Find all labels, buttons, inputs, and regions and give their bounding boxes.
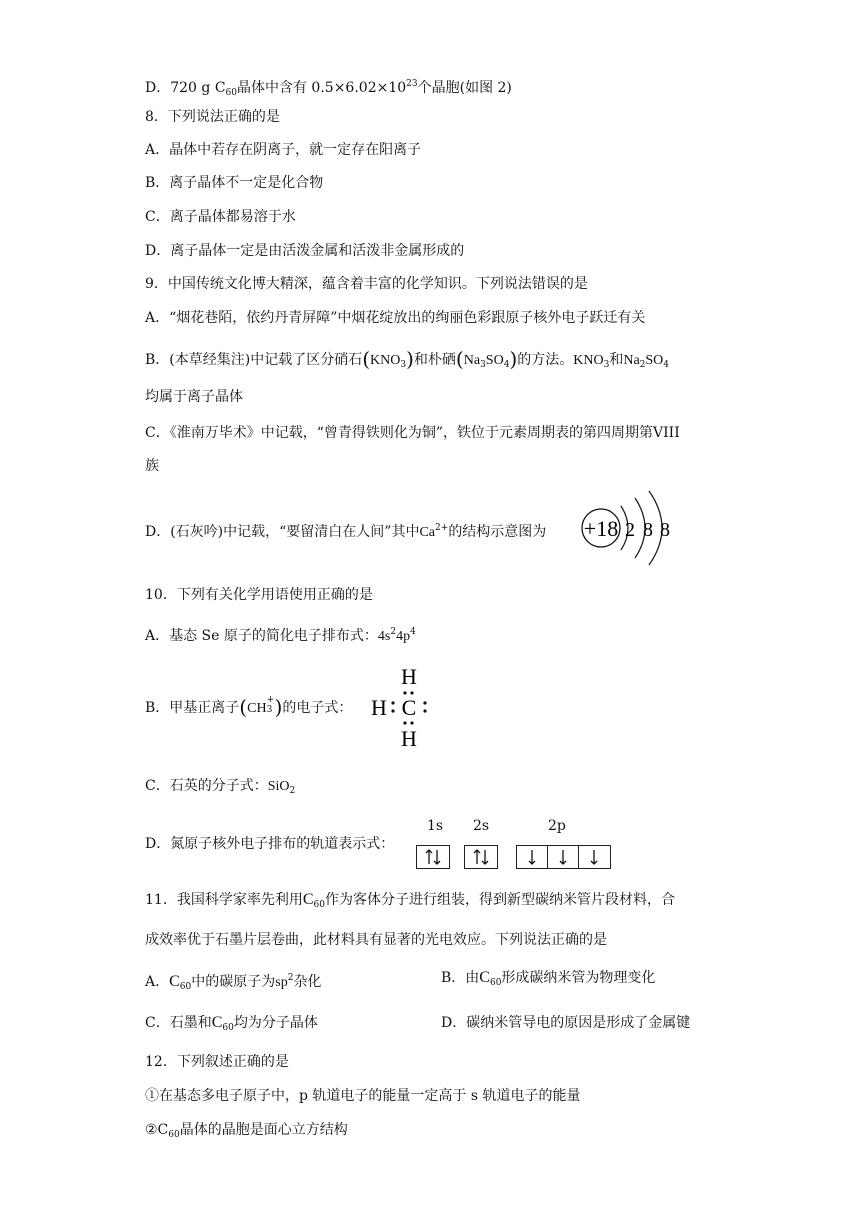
q11-stem (145, 890, 675, 915)
text: D．(石灰吟)中记载，“要留清白在人间”其中 (145, 524, 420, 540)
text: 作为客体分子进行组装，得到新型碳纳米管片段材料，合 (324, 892, 675, 908)
q9-option-d (145, 518, 546, 543)
q9-option-b (145, 349, 669, 375)
q11-option-a (145, 968, 321, 997)
subscript: 3 (480, 360, 486, 370)
subscript: 3 (266, 705, 273, 715)
superscript: 2 (390, 627, 397, 637)
text: B．(本草经集注)中记载了区分硝石 (145, 352, 363, 368)
text: 720 g C (170, 80, 226, 96)
formula: KNO (573, 353, 604, 368)
down-arrow-icon (517, 846, 547, 868)
q11-option-b (441, 968, 655, 993)
option-label: D． (145, 80, 171, 96)
paren: ( (362, 347, 371, 371)
q12-item-2 (145, 1120, 348, 1145)
text: C．石墨和 (145, 1015, 212, 1031)
formula: KNO (370, 353, 401, 368)
text: ②C (145, 1122, 169, 1138)
q7-option-d (145, 74, 512, 103)
subscript: 60 (225, 88, 237, 98)
formula: C (302, 891, 314, 908)
q11-option-c (145, 1013, 318, 1038)
shell-electrons-3: 8 (660, 519, 670, 541)
q10-option-b (145, 697, 352, 719)
q9-option-c-line2: 族 (145, 458, 159, 474)
text: 晶体中含有 0.5×6.02×10 (236, 80, 407, 96)
text: 晶体的晶胞是面心立方结构 (179, 1122, 348, 1138)
q10-option-c (145, 776, 295, 801)
formula: SO (645, 353, 664, 368)
q10-option-a (145, 622, 416, 647)
q9-option-b-line2: 均属于离子晶体 (145, 389, 243, 405)
text: 均为分子晶体 (233, 1015, 318, 1031)
formula: Ca (419, 525, 436, 540)
orbital-label-2s: 2s (473, 818, 490, 834)
subscript: 60 (313, 900, 325, 910)
shell-electrons-1: 2 (625, 519, 635, 541)
superscript: 23 (406, 79, 418, 89)
orbital-label-2p: 2p (548, 818, 566, 834)
q8-stem: 8．下列说法正确的是 (145, 109, 280, 125)
orbital-box-2s (464, 845, 498, 869)
q8-option-a: A．晶体中若存在阴离子，就一定存在阳离子 (145, 142, 422, 158)
text: 中的碳原子为 (191, 974, 276, 990)
q9-stem: 9．中国传统文化博大精深，蕴含着丰富的化学知识。下列说法错误的是 (145, 276, 588, 292)
paren: ) (509, 347, 518, 371)
ion-structure-diagram (575, 488, 685, 568)
text: 的方法。 (517, 352, 574, 368)
formula: CH (247, 701, 267, 716)
formula: 4s (377, 629, 391, 644)
paren: ) (274, 695, 283, 719)
superscript: 4 (410, 627, 416, 637)
q11-stem-line2: 成效率优于石墨片层卷曲，此材料具有显著的光电效应。下列说法正确的是 (145, 932, 607, 948)
paired-electrons-icon (465, 846, 497, 868)
subscript: 60 (489, 978, 502, 988)
q8-option-d: D．离子晶体一定是由活泼金属和活泼非金属形成的 (145, 243, 465, 259)
paired-electrons-icon (417, 846, 449, 868)
formula: Na (463, 353, 481, 368)
lewis-atom-left: H (371, 695, 387, 720)
subscript: 60 (179, 982, 192, 992)
lewis-structure (362, 660, 442, 752)
text: 的电子式： (282, 700, 353, 716)
formula: C (211, 1014, 223, 1031)
orbital-label-1s: 1s (427, 818, 444, 834)
superscript: + (266, 695, 275, 705)
subscript: 2 (289, 786, 296, 796)
orbital-box-2p (516, 845, 611, 869)
text: 杂化 (293, 974, 322, 990)
down-arrow-icon (548, 846, 578, 868)
subscript: 4 (503, 360, 510, 370)
q9-option-c: C．《淮南万毕术》中记载，“曾青得铁则化为铜”，铁位于元素周期表的第四周期第VIII (145, 425, 680, 441)
formula: SO (485, 353, 504, 368)
q8-option-c: C．离子晶体都易溶于水 (145, 209, 296, 225)
q8-option-b: B．离子晶体不一定是化合物 (145, 175, 324, 191)
shell-electrons-2: 8 (643, 519, 653, 541)
formula: 4p (396, 629, 411, 644)
formula: Na (623, 353, 640, 368)
q11-option-d: D．碳纳米管导电的原因是形成了金属键 (441, 1015, 691, 1031)
formula: C (479, 969, 490, 986)
subscript: 60 (168, 1130, 180, 1140)
text: A． (145, 974, 170, 990)
formula: sp (275, 975, 288, 990)
lewis-atom-top: H (401, 664, 417, 689)
subscript: 3 (400, 360, 407, 370)
subscript: 3 (603, 360, 610, 370)
text: A．基态 Se 原子的简化电子排布式： (145, 628, 378, 644)
q10-option-d: D．氮原子核外电子排布的轨道表示式： (145, 836, 395, 852)
paren: ) (406, 347, 414, 371)
superscript: 2 (287, 973, 294, 983)
text: B．由 (441, 970, 480, 986)
text: 形成碳纳米管为物理变化 (501, 970, 656, 986)
subscript: 4 (663, 360, 670, 370)
subscript: 60 (222, 1023, 234, 1033)
text: C．石英的分子式： (145, 778, 268, 794)
paren: ( (239, 695, 248, 719)
formula: SiO (267, 779, 290, 794)
formula: C (169, 973, 180, 990)
q10-stem: 10．下列有关化学用语使用正确的是 (145, 587, 373, 603)
text: 的结构示意图为 (448, 524, 547, 540)
orbital-box-1s (416, 845, 450, 869)
text: 个晶胞(如图 2) (417, 80, 512, 96)
q9-option-a: A．“烟花巷陌，依约丹青屏障”中烟花绽放出的绚丽色彩跟原子核外电子跃迁有关 (145, 310, 646, 326)
text: 和 (609, 352, 624, 368)
q12-stem: 12．下列叙述正确的是 (145, 1054, 289, 1070)
lewis-atom-bottom: H (401, 726, 417, 751)
nucleus-charge: +18 (583, 516, 619, 541)
text: 和朴硒 (413, 352, 456, 368)
q12-item-1: ①在基态多电子原子中，p 轨道电子的能量一定高于 s 轨道电子的能量 (145, 1088, 581, 1104)
paren: ( (455, 347, 464, 371)
lewis-atom-center: C (401, 695, 417, 720)
superscript: 2+ (435, 523, 449, 533)
text: B．甲基正离子 (145, 700, 240, 716)
subscript: 2 (639, 360, 646, 370)
down-arrow-icon (579, 846, 609, 868)
text: 11．我国科学家率先利用 (145, 892, 303, 908)
